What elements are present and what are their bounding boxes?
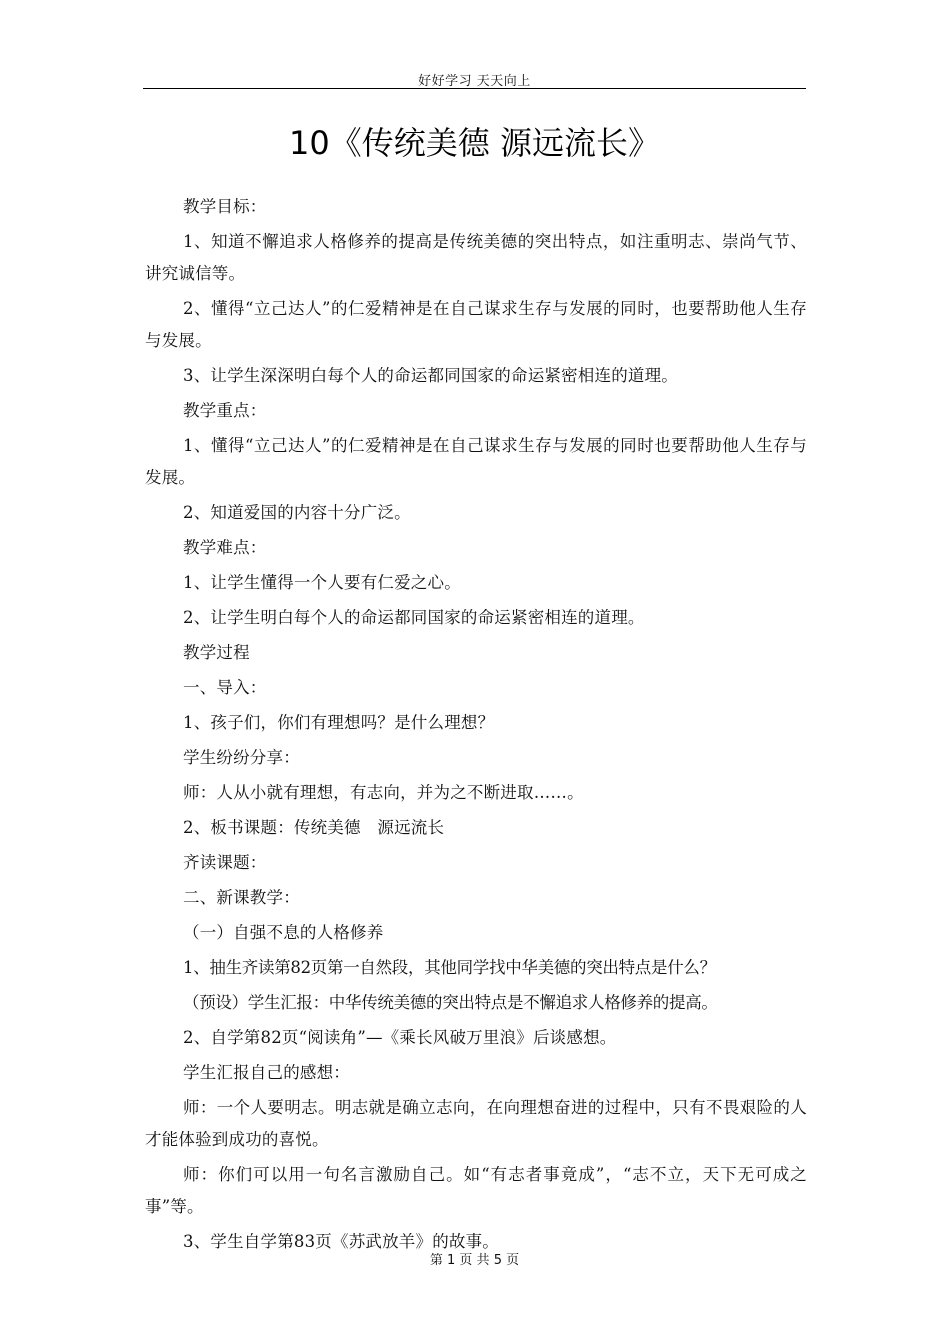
page-header: 好好学习 天天向上 — [418, 74, 531, 89]
paragraph: 师：一个人要明志。明志就是确立志向，在向理想奋进的过程中，只有不畏艰险的人才能体验到成功的喜悦。 — [145, 1098, 807, 1149]
paragraph: 学生汇报自己的感想： — [183, 1063, 350, 1082]
paragraph: 师：你们可以用一句名言激励自己。如“有志者事竟成”，“志不立，天下无可成之事”等。 — [145, 1165, 807, 1216]
subheading-new-lesson: 二、新课教学： — [183, 888, 300, 907]
section-heading-process: 教学过程 — [183, 643, 250, 662]
paragraph: 2、让学生明白每个人的命运都同国家的命运紧密相连的道理。 — [183, 608, 645, 627]
header-divider — [143, 88, 806, 89]
paragraph: 齐读课题： — [183, 853, 267, 872]
paragraph: 师：人从小就有理想，有志向，并为之不断进取……。 — [183, 783, 584, 802]
document-body — [145, 191, 807, 1261]
paragraph: 1、抽生齐读第82页第一自然段，其他同学找中华美德的突出特点是什么？ — [183, 958, 716, 977]
subheading-part-one: （一）自强不息的人格修养 — [183, 923, 384, 942]
section-heading-key-points: 教学重点： — [183, 401, 267, 420]
paragraph: 2、自学第82页“阅读角”—《乘长风破万里浪》后谈感想。 — [183, 1028, 617, 1047]
paragraph: 1、懂得“立己达人”的仁爱精神是在自己谋求生存与发展的同时也要帮助他人生存与发展。 — [145, 436, 807, 487]
subheading-introduction: 一、导入： — [183, 678, 267, 697]
paragraph: 1、孩子们，你们有理想吗？是什么理想？ — [183, 713, 495, 732]
paragraph: 2、懂得“立己达人”的仁爱精神是在自己谋求生存与发展的同时，也要帮助他人生存与发展。 — [145, 299, 807, 350]
paragraph: 1、让学生懂得一个人要有仁爱之心。 — [183, 573, 461, 592]
paragraph: （预设）学生汇报：中华传统美德的突出特点是不懈追求人格修养的提高。 — [183, 993, 718, 1012]
paragraph: 学生纷纷分享： — [183, 748, 300, 767]
page-footer: 第 1 页 共 5 页 — [429, 1253, 520, 1268]
paragraph: 3、学生自学第83页《苏武放羊》的故事。 — [183, 1232, 499, 1251]
section-heading-objectives: 教学目标： — [183, 197, 267, 216]
paragraph: 1、知道不懈追求人格修养的提高是传统美德的突出特点，如注重明志、崇尚气节、讲究诚信等。 — [145, 232, 807, 283]
paragraph: 3、让学生深深明白每个人的命运都同国家的命运紧密相连的道理。 — [183, 366, 678, 385]
paragraph: 2、知道爱国的内容十分广泛。 — [183, 503, 411, 522]
section-heading-difficulties: 教学难点： — [183, 538, 267, 557]
document-title: 10《传统美德 源远流长》 — [289, 124, 660, 162]
paragraph: 2、板书课题：传统美德 源远流长 — [183, 818, 445, 837]
